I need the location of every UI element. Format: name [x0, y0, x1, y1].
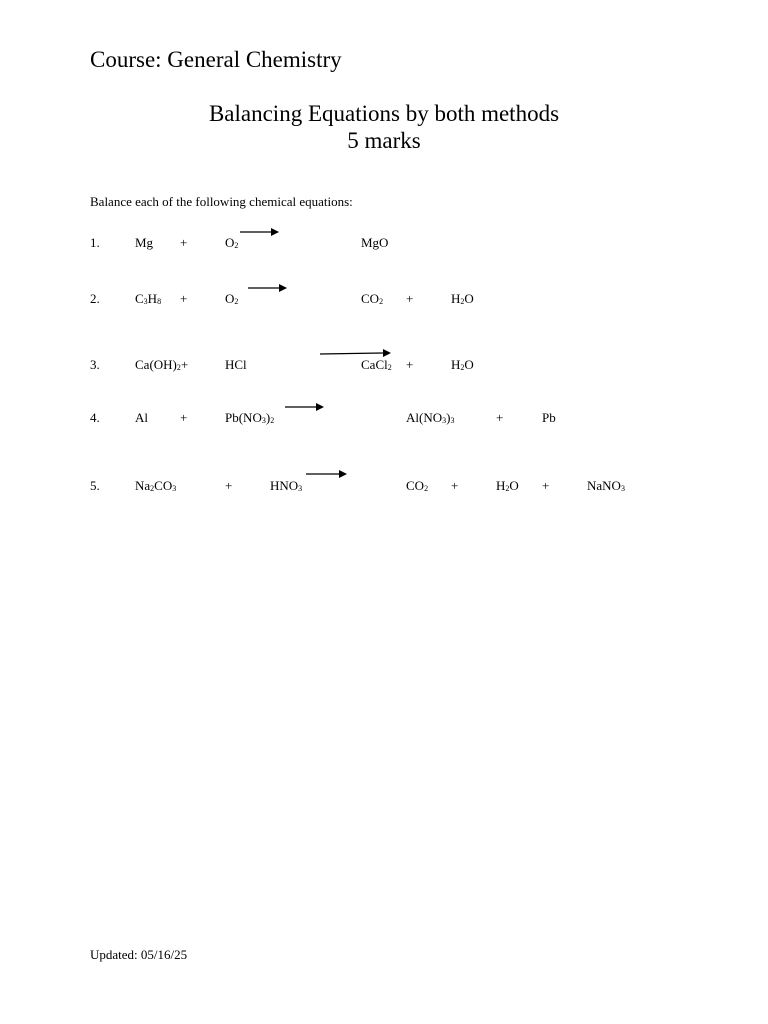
plus-sign: +	[496, 410, 504, 425]
reaction-arrow-icon	[304, 467, 350, 481]
product-nano3: NaNO$_3$	[587, 478, 625, 493]
product-co2: $CO_2$	[361, 291, 384, 306]
product-h2o: $H_2O$	[451, 291, 474, 306]
updated-date: Updated: 05/16/25	[90, 947, 188, 962]
equation-3	[0, 357, 768, 381]
reactant-hcl: HCl	[225, 357, 247, 372]
product-h2o: $H_2O$	[496, 478, 519, 493]
reactant-o2: $O_2$	[225, 235, 239, 250]
course-heading: Course: General Chemistry	[90, 47, 342, 72]
equation-number: 4.	[90, 410, 100, 425]
equation-number: 3.	[90, 357, 100, 372]
reactant-c3h8: $C_3H_8$	[135, 291, 162, 306]
plus-sign: +	[180, 410, 188, 425]
worksheet-title: Balancing Equations by both methods	[208, 101, 560, 126]
reaction-arrow-icon	[283, 400, 327, 414]
equation-number: 5.	[90, 478, 100, 493]
equation-2	[0, 291, 768, 315]
reactant-al: Al	[135, 410, 148, 425]
reactant-mg: Mg	[135, 235, 154, 250]
reaction-arrow-icon	[246, 281, 290, 295]
equation-number: 2.	[90, 291, 100, 306]
equation-1	[0, 235, 768, 259]
plus-sign: +	[542, 478, 550, 493]
plus-sign: +	[180, 291, 188, 306]
instructions-text: Balance each of the following chemical equations:	[90, 194, 353, 209]
product-alno33: $Al(NO_3)_3$	[406, 410, 455, 425]
plus-sign: +	[406, 357, 414, 372]
reaction-arrow-icon	[318, 346, 394, 360]
plus-sign: +	[180, 235, 188, 250]
reaction-arrow-icon	[238, 225, 282, 239]
plus-sign: +	[451, 478, 459, 493]
product-h2o: $H_2O$	[451, 357, 474, 372]
reactant-o2: $O_2$	[225, 291, 239, 306]
reactant-hno3: $HNO_3$	[270, 478, 303, 493]
marks-label: 5 marks	[347, 128, 421, 153]
product-pb: Pb	[542, 410, 556, 425]
equation-5	[0, 478, 768, 502]
reactant-caoh2: $Ca(OH)_2+$	[135, 357, 189, 372]
product-co2: $CO_2$	[406, 478, 429, 493]
product-cacl2: CaCl$_2$	[361, 357, 392, 372]
reactant-pbno32: $Pb(NO_3)_2$	[225, 410, 275, 425]
equation-4	[0, 410, 768, 434]
equation-number: 1.	[90, 235, 100, 250]
product-mgo: MgO	[361, 235, 389, 250]
plus-sign: +	[406, 291, 414, 306]
plus-sign: +	[225, 478, 233, 493]
reactant-na2co3: $Na_2CO_3$	[135, 478, 177, 493]
